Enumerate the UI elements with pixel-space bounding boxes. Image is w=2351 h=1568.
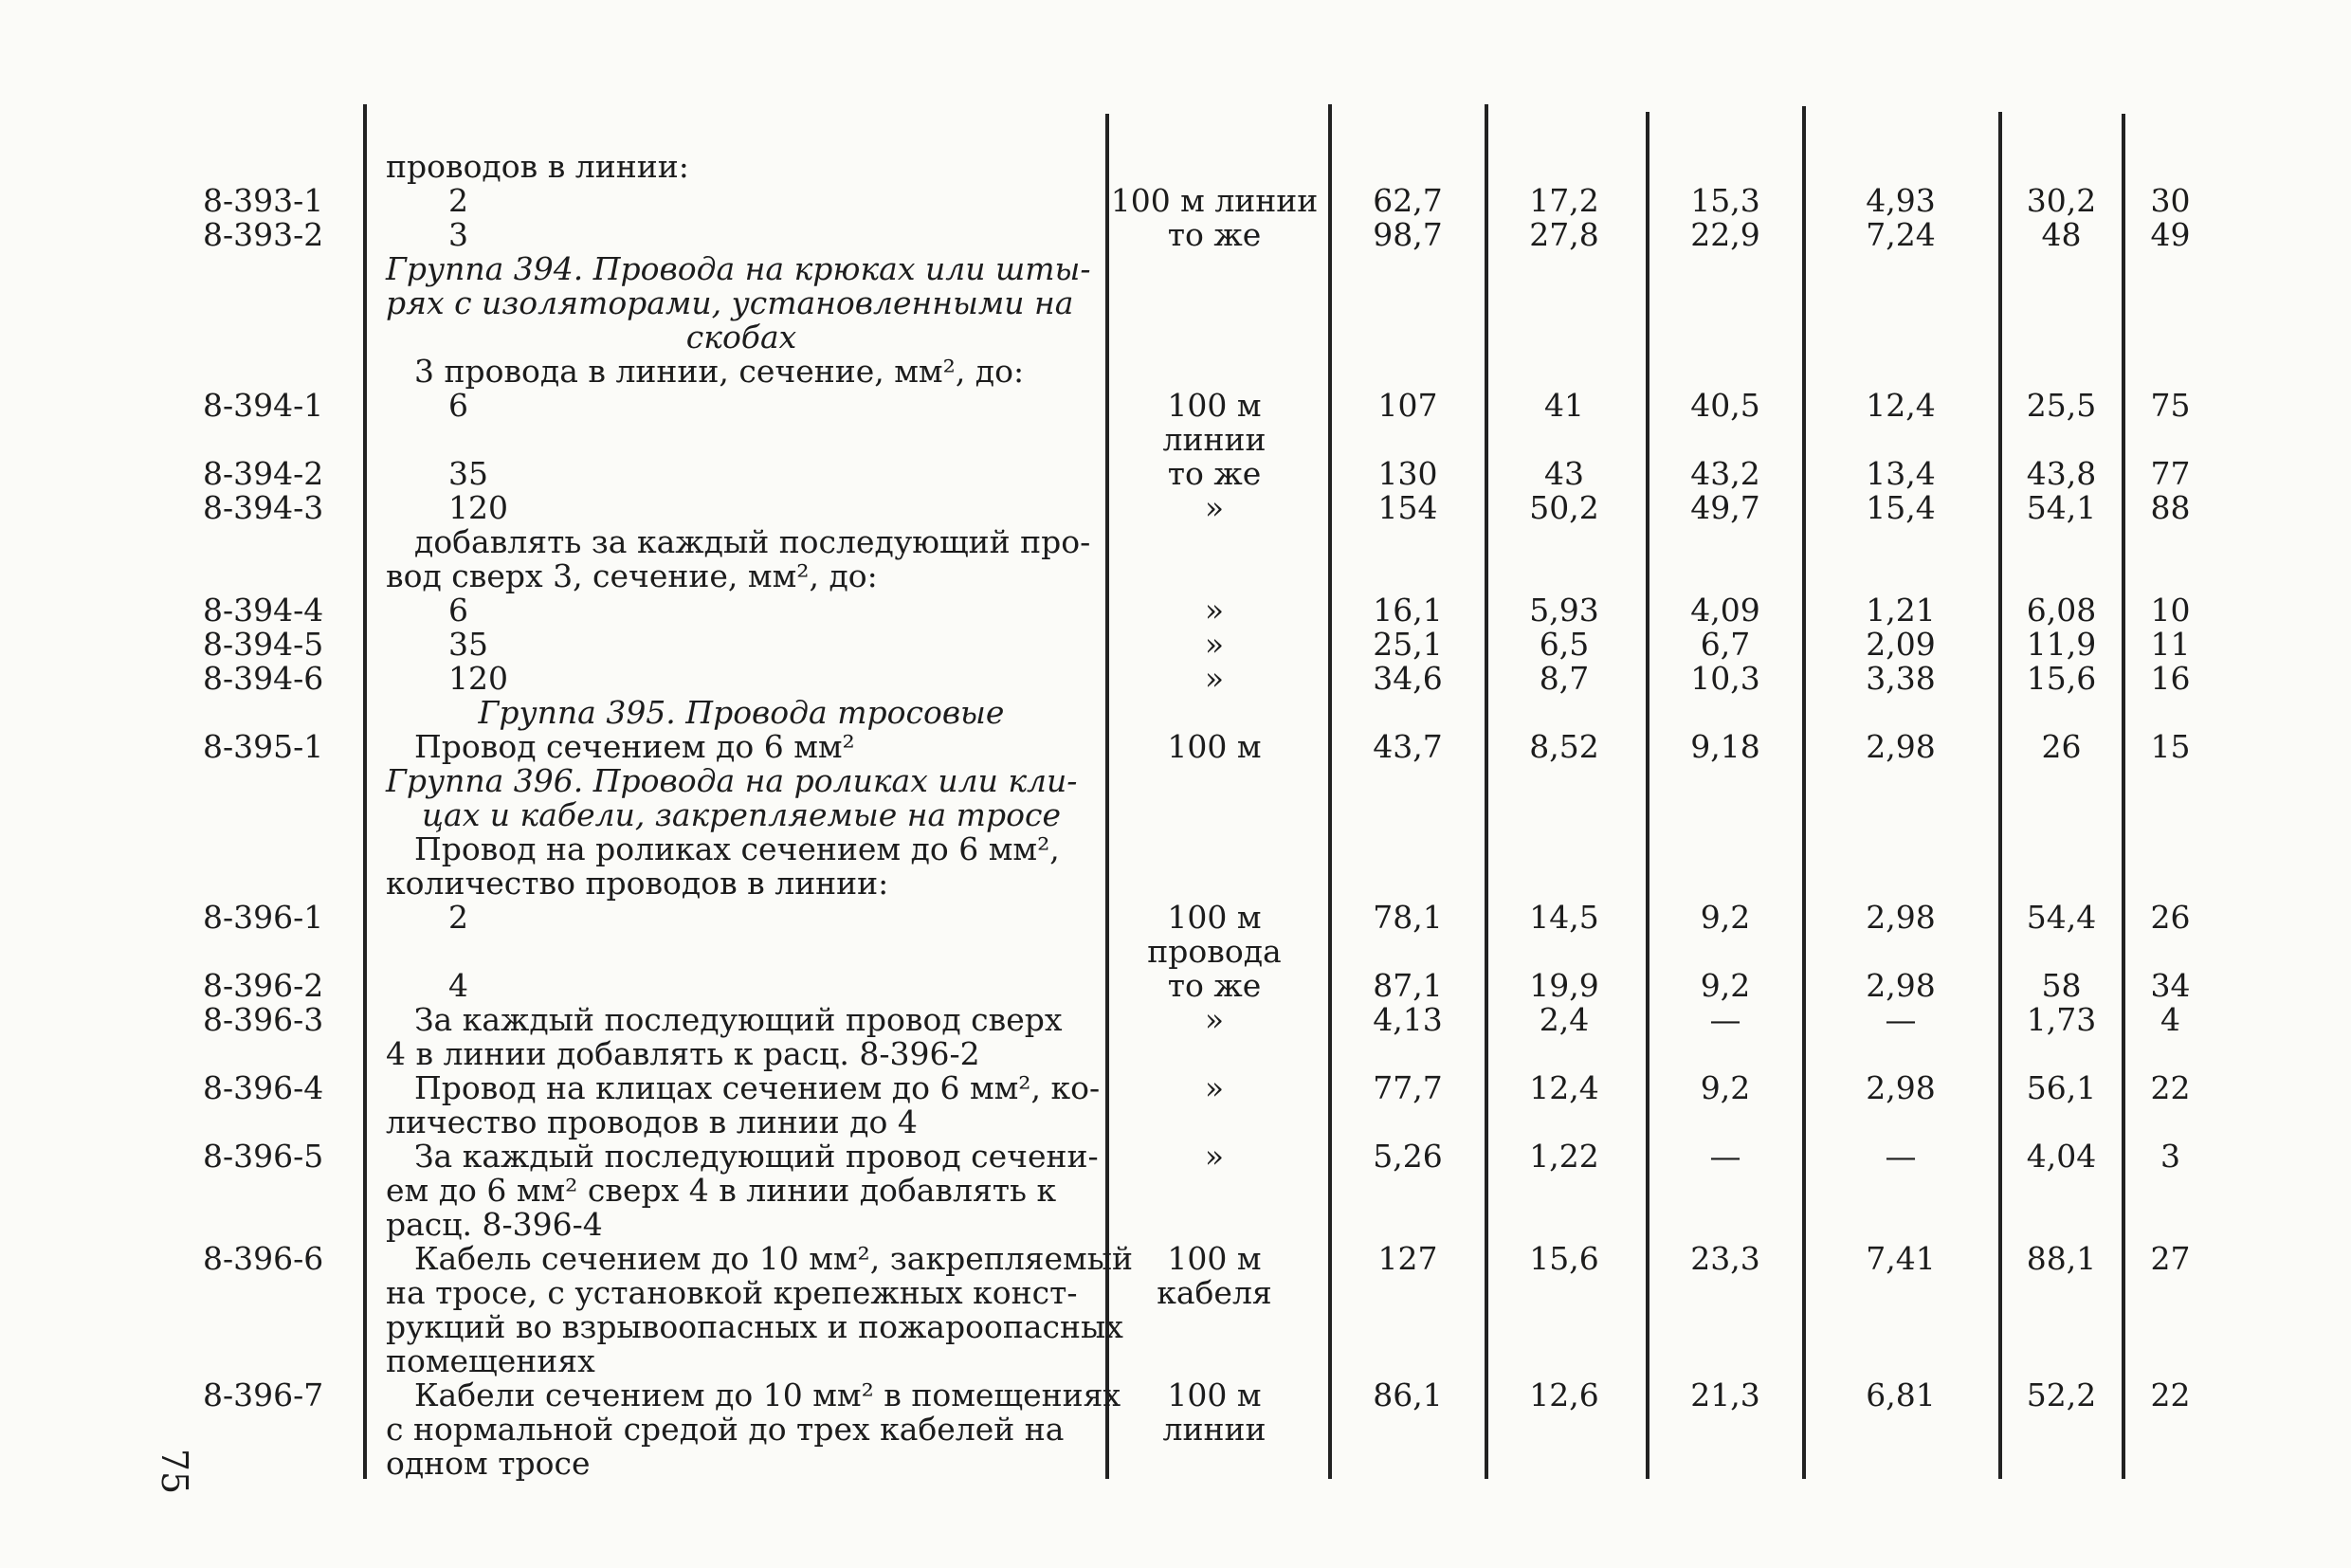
unit-of-measure: то же [1167, 455, 1262, 492]
value-cell: 52,2 [2026, 1377, 2097, 1413]
value-cell: 15,3 [1690, 182, 1760, 219]
value-cell: 50,2 [1529, 489, 1599, 526]
table-row [0, 320, 2351, 355]
table-row [0, 559, 2351, 593]
rate-code: 8-396-6 [203, 1240, 324, 1277]
unit-of-measure: 100 м линии [1110, 182, 1319, 219]
rate-code: 8-395-1 [203, 728, 324, 765]
value-cell: 54,4 [2026, 899, 2097, 936]
value-cell: 87,1 [1373, 967, 1443, 1004]
work-description: помещениях [386, 1342, 595, 1379]
table-row [0, 935, 2351, 969]
value-cell: 2,98 [1866, 728, 1936, 765]
value-cell: 30,2 [2026, 182, 2097, 219]
value-cell: 16 [2150, 660, 2191, 697]
work-description: Группа 394. Провода на крюках или шты- [386, 250, 1091, 287]
rate-code: 8-394-1 [203, 387, 324, 424]
unit-of-measure: » [1204, 1069, 1225, 1106]
work-description: рукций во взрывоопасных и пожароопасных [386, 1308, 1123, 1345]
unit-of-measure: » [1204, 1138, 1225, 1175]
value-cell: 56,1 [2026, 1069, 2097, 1106]
rate-code: 8-396-5 [203, 1138, 324, 1175]
value-cell: 1,21 [1866, 592, 1936, 629]
work-description: Группа 395. Провода тросовые [478, 694, 1005, 731]
value-cell: 12,4 [1529, 1069, 1599, 1106]
value-cell: 16,1 [1373, 592, 1443, 629]
table-row [0, 1413, 2351, 1447]
value-cell: 1,22 [1529, 1138, 1599, 1175]
table-row [0, 286, 2351, 320]
value-cell: 127 [1377, 1240, 1438, 1277]
value-cell: 88,1 [2026, 1240, 2097, 1277]
table-row [0, 252, 2351, 286]
value-cell: 15,6 [2026, 660, 2097, 697]
value-cell: 43 [1544, 455, 1584, 492]
value-cell: 4,13 [1373, 1001, 1443, 1038]
table-row [0, 1003, 2351, 1037]
unit-of-measure: » [1204, 626, 1225, 663]
unit-of-measure: 100 м [1167, 387, 1262, 424]
rate-code: 8-394-6 [203, 660, 324, 697]
table-row [0, 730, 2351, 764]
value-cell: 6,5 [1539, 626, 1590, 663]
table-row [0, 1276, 2351, 1310]
value-cell: 27 [2150, 1240, 2191, 1277]
value-cell: 15 [2150, 728, 2191, 765]
table-row [0, 1208, 2351, 1242]
value-cell: 2,98 [1866, 899, 1936, 936]
work-description: Провод на клицах сечением до 6 мм², ко- [414, 1069, 1101, 1106]
table-row [0, 1344, 2351, 1378]
value-cell: 21,3 [1690, 1377, 1760, 1413]
value-cell: 58 [2041, 967, 2082, 1004]
table-row [0, 866, 2351, 901]
value-cell: 13,4 [1866, 455, 1936, 492]
table-row [0, 593, 2351, 628]
value-cell: 7,41 [1866, 1240, 1936, 1277]
work-description: 6 [448, 387, 468, 424]
table-row [0, 969, 2351, 1003]
table-row [0, 696, 2351, 730]
table-row [0, 457, 2351, 491]
value-cell: 49,7 [1690, 489, 1760, 526]
unit-of-measure: 100 м [1167, 899, 1262, 936]
value-cell: 22 [2150, 1069, 2191, 1106]
work-description: 35 [448, 455, 488, 492]
value-cell: 34,6 [1373, 660, 1443, 697]
rate-code: 8-396-7 [203, 1377, 324, 1413]
value-cell: 48 [2041, 216, 2082, 253]
value-cell: 54,1 [2026, 489, 2097, 526]
work-description: количество проводов в линии: [386, 865, 889, 902]
rate-code: 8-396-3 [203, 1001, 324, 1038]
value-cell: — [1885, 1138, 1917, 1175]
rate-code: 8-394-3 [203, 489, 324, 526]
value-cell: 8,7 [1539, 660, 1590, 697]
unit-of-measure: кабеля [1157, 1274, 1272, 1311]
work-description: личество проводов в линии до 4 [386, 1103, 918, 1140]
value-cell: 10 [2150, 592, 2191, 629]
work-description: 6 [448, 592, 468, 629]
unit-of-measure: то же [1167, 967, 1262, 1004]
value-cell: 30 [2150, 182, 2191, 219]
value-cell: 25,1 [1373, 626, 1443, 663]
value-cell: 78,1 [1373, 899, 1443, 936]
work-description: проводов в линии: [386, 148, 689, 185]
work-description: скобах [685, 319, 797, 356]
value-cell: 2,98 [1866, 1069, 1936, 1106]
value-cell: 9,2 [1700, 967, 1751, 1004]
work-description: цах и кабели, закрепляемые на тросе [422, 796, 1061, 833]
value-cell: 4 [2160, 1001, 2180, 1038]
work-description: Кабели сечением до 10 мм² в помещениях [414, 1377, 1121, 1413]
table-row [0, 491, 2351, 525]
work-description: 4 в линии добавлять к расц. 8-396-2 [386, 1035, 980, 1072]
work-description: 4 [448, 967, 468, 1004]
value-cell: 6,81 [1866, 1377, 1936, 1413]
value-cell: — [1885, 1001, 1917, 1038]
table-row [0, 1037, 2351, 1071]
table-row [0, 1378, 2351, 1413]
table-row [0, 628, 2351, 662]
table-row [0, 798, 2351, 832]
value-cell: — [1709, 1001, 1741, 1038]
value-cell: 9,18 [1690, 728, 1760, 765]
work-description: 3 [448, 216, 468, 253]
unit-of-measure: 100 м [1167, 1240, 1262, 1277]
value-cell: 75 [2150, 387, 2191, 424]
value-cell: 5,26 [1373, 1138, 1443, 1175]
unit-of-measure: 100 м [1167, 1377, 1262, 1413]
work-description: Группа 396. Провода на роликах или кли- [386, 762, 1078, 799]
value-cell: 2,09 [1866, 626, 1936, 663]
unit-of-measure: то же [1167, 216, 1262, 253]
table-row [0, 1447, 2351, 1481]
unit-of-measure: » [1204, 489, 1225, 526]
table-row [0, 832, 2351, 866]
value-cell: 77,7 [1373, 1069, 1443, 1106]
table-row [0, 525, 2351, 559]
value-cell: 43,8 [2026, 455, 2097, 492]
work-description: рях с изоляторами, установленными на [386, 284, 1074, 321]
value-cell: 11,9 [2026, 626, 2097, 663]
value-cell: 9,2 [1700, 1069, 1751, 1106]
unit-of-measure: линии [1162, 1411, 1267, 1448]
rate-code: 8-396-1 [203, 899, 324, 936]
value-cell: 4,04 [2026, 1138, 2097, 1175]
rate-code: 8-394-4 [203, 592, 324, 629]
table-row [0, 218, 2351, 252]
unit-of-measure: » [1204, 592, 1225, 629]
work-description: 2 [448, 182, 468, 219]
rate-code: 8-394-2 [203, 455, 324, 492]
value-cell: 43,7 [1373, 728, 1443, 765]
work-description: 35 [448, 626, 488, 663]
rate-code: 8-393-2 [203, 216, 324, 253]
rate-code: 8-396-2 [203, 967, 324, 1004]
table-row [0, 901, 2351, 935]
work-description: 120 [448, 660, 508, 697]
value-cell: 11 [2150, 626, 2191, 663]
value-cell: 130 [1377, 455, 1438, 492]
table-row [0, 1071, 2351, 1105]
value-cell: 77 [2150, 455, 2191, 492]
work-description: 2 [448, 899, 468, 936]
value-cell: 12,6 [1529, 1377, 1599, 1413]
table-row [0, 1310, 2351, 1344]
value-cell: 26 [2150, 899, 2191, 936]
value-cell: 12,4 [1866, 387, 1936, 424]
table-row [0, 423, 2351, 457]
unit-of-measure: » [1204, 1001, 1225, 1038]
value-cell: 4,93 [1866, 182, 1936, 219]
table-row [0, 150, 2351, 184]
value-cell: 22,9 [1690, 216, 1760, 253]
rate-code: 8-394-5 [203, 626, 324, 663]
value-cell: 62,7 [1373, 182, 1443, 219]
table-row [0, 1140, 2351, 1174]
value-cell: 2,98 [1866, 967, 1936, 1004]
value-cell: 15,4 [1866, 489, 1936, 526]
rate-code: 8-396-4 [203, 1069, 324, 1106]
value-cell: 49 [2150, 216, 2191, 253]
value-cell: 23,3 [1690, 1240, 1760, 1277]
table-row [0, 355, 2351, 389]
work-description: Кабель сечением до 10 мм², закрепляемый [414, 1240, 1133, 1277]
value-cell: 14,5 [1529, 899, 1599, 936]
value-cell: — [1709, 1138, 1741, 1175]
value-cell: 8,52 [1529, 728, 1599, 765]
value-cell: 6,7 [1700, 626, 1751, 663]
work-description: 3 провода в линии, сечение, мм², до: [414, 353, 1025, 390]
unit-of-measure: линии [1162, 421, 1267, 458]
value-cell: 1,73 [2026, 1001, 2097, 1038]
work-description: на тросе, с установкой крепежных конст- [386, 1274, 1078, 1311]
unit-of-measure: » [1204, 660, 1225, 697]
value-cell: 9,2 [1700, 899, 1751, 936]
work-description: 120 [448, 489, 508, 526]
table-row [0, 1105, 2351, 1140]
work-description: добавлять за каждый последующий про- [414, 523, 1091, 560]
value-cell: 17,2 [1529, 182, 1599, 219]
work-description: с нормальной средой до трех кабелей на [386, 1411, 1065, 1448]
value-cell: 34 [2150, 967, 2191, 1004]
work-description: одном тросе [386, 1445, 591, 1482]
value-cell: 2,4 [1539, 1001, 1590, 1038]
value-cell: 43,2 [1690, 455, 1760, 492]
value-cell: 154 [1377, 489, 1438, 526]
value-cell: 7,24 [1866, 216, 1936, 253]
work-description: ем до 6 мм² сверх 4 в линии добавлять к [386, 1172, 1057, 1209]
table-row [0, 184, 2351, 218]
value-cell: 107 [1377, 387, 1438, 424]
value-cell: 40,5 [1690, 387, 1760, 424]
value-cell: 15,6 [1529, 1240, 1599, 1277]
page-number: 75 [154, 1448, 196, 1495]
value-cell: 4,09 [1690, 592, 1760, 629]
table-row [0, 764, 2351, 798]
unit-of-measure: провода [1147, 933, 1282, 970]
value-cell: 19,9 [1529, 967, 1599, 1004]
table-row [0, 1242, 2351, 1276]
value-cell: 25,5 [2026, 387, 2097, 424]
work-description: расц. 8-396-4 [386, 1206, 603, 1243]
rate-code: 8-393-1 [203, 182, 324, 219]
value-cell: 3,38 [1866, 660, 1936, 697]
work-description: За каждый последующий провод сечени- [414, 1138, 1099, 1175]
work-description: вод сверх 3, сечение, мм², до: [386, 557, 878, 594]
table-row [0, 389, 2351, 423]
table-row [0, 1174, 2351, 1208]
value-cell: 88 [2150, 489, 2191, 526]
work-description: Провод сечением до 6 мм² [414, 728, 855, 765]
work-description: За каждый последующий провод сверх [414, 1001, 1063, 1038]
value-cell: 98,7 [1373, 216, 1443, 253]
value-cell: 86,1 [1373, 1377, 1443, 1413]
work-description: Провод на роликах сечением до 6 мм², [414, 830, 1060, 867]
value-cell: 27,8 [1529, 216, 1599, 253]
table-row [0, 662, 2351, 696]
value-cell: 26 [2041, 728, 2082, 765]
value-cell: 10,3 [1690, 660, 1760, 697]
value-cell: 41 [1544, 387, 1584, 424]
value-cell: 5,93 [1529, 592, 1599, 629]
value-cell: 6,08 [2026, 592, 2097, 629]
unit-of-measure: 100 м [1167, 728, 1262, 765]
value-cell: 3 [2160, 1138, 2180, 1175]
value-cell: 22 [2150, 1377, 2191, 1413]
